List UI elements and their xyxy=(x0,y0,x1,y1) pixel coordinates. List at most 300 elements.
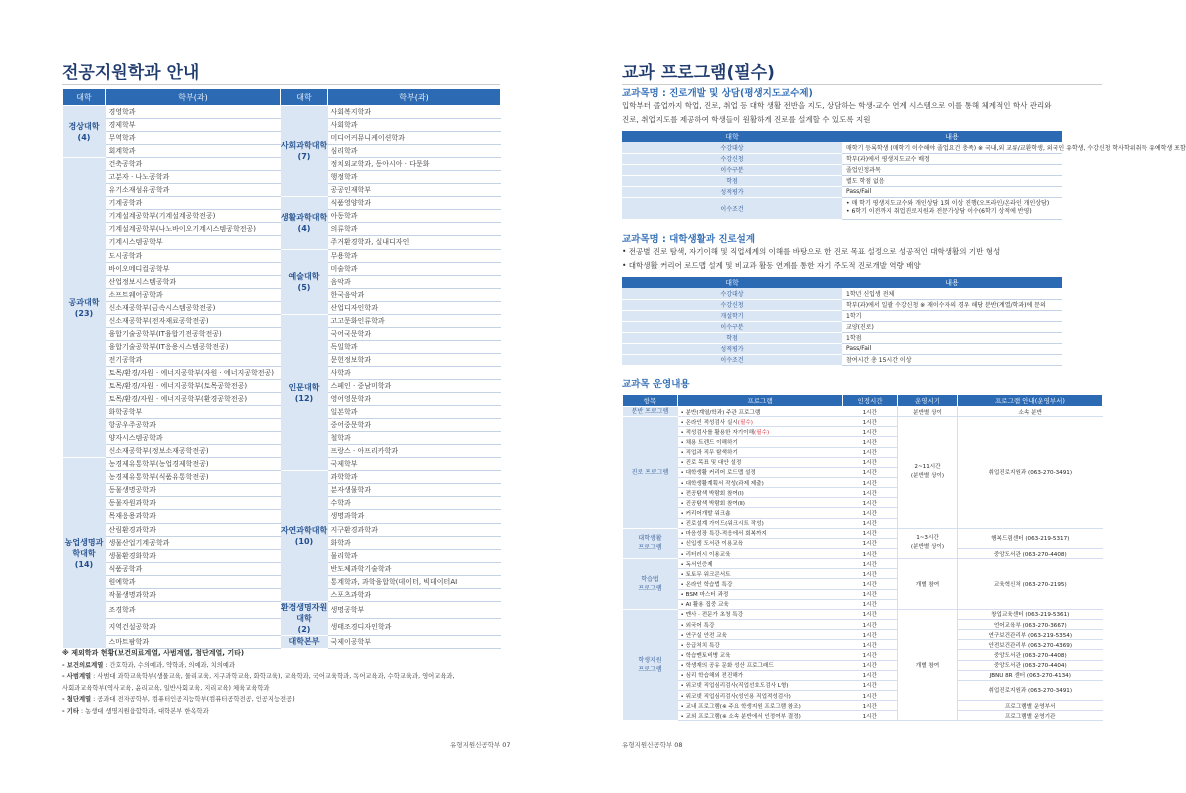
note-label: - 기타 xyxy=(62,707,79,715)
dept-cell: 프로그램별 운영부서 xyxy=(958,701,1103,711)
hours-cell: 1시간 xyxy=(843,680,898,690)
program-cell xyxy=(678,660,843,670)
category-cell xyxy=(623,528,678,558)
program-name: • BSM 마스터 과정 xyxy=(681,592,729,598)
section-title-operations: 교과목 운영내용 xyxy=(622,379,690,390)
major-cell: 정치외교학과, 동아시아 · 다문화 xyxy=(328,158,501,171)
hours-cell: 1시간 xyxy=(843,488,898,498)
program-cell xyxy=(678,477,843,487)
program-name: • 진공탐색 박람회 참여(Ⅱ) xyxy=(681,501,745,507)
required-tag: (필수) xyxy=(753,429,770,436)
college-cell xyxy=(281,471,328,601)
excluded-notes xyxy=(62,648,502,717)
note-label: - 첨단계열 xyxy=(62,696,92,703)
program-name: • 심리 학습해외 전진해가 xyxy=(681,673,744,679)
header-cell: 프로그램 안내(운영부서) xyxy=(958,395,1103,407)
program-row xyxy=(623,630,1103,640)
category-cell xyxy=(623,609,678,721)
info-value: 1학년 신입생 전체 xyxy=(842,288,1062,299)
major-cell: 융합기술공학부(IT응용시스템공학전공) xyxy=(106,340,281,353)
program-cell xyxy=(678,518,843,528)
college-name: 공과대학 xyxy=(68,297,100,307)
hours-cell: 1시간 xyxy=(843,417,898,427)
program-name: • 학습멘토비병 교육 xyxy=(681,653,731,659)
right-page xyxy=(561,0,1186,793)
dept-cell: 중앙도서관 (063-270-4408) xyxy=(958,548,1103,558)
college-cell xyxy=(281,197,328,249)
hours-cell: 1시간 xyxy=(843,498,898,508)
major-cell: 기계시스템공학부 xyxy=(106,236,281,249)
college-count: (4) xyxy=(297,223,311,233)
college-name: 생활과학대학 xyxy=(280,212,328,222)
major-cell: 영어영문학과 xyxy=(328,393,501,406)
hours-cell: 1시간 xyxy=(843,579,898,589)
info-row xyxy=(622,299,1062,310)
hours-cell: 1시간 xyxy=(843,427,898,437)
info-row xyxy=(622,175,1062,186)
table-row xyxy=(63,471,501,484)
program-cell xyxy=(678,528,843,538)
major-cell: 융합기술공학부(IT융합기전공학전공) xyxy=(106,327,281,340)
program-cell xyxy=(678,680,843,690)
table-row xyxy=(63,197,501,210)
program-name: • 커리어개발 워크숍 xyxy=(681,511,731,517)
program-cell xyxy=(678,548,843,558)
major-cell: 산업정보시스템공학과 xyxy=(106,275,281,288)
program-name: • 외국어 특강 xyxy=(681,623,715,629)
major-cell: 경제학부 xyxy=(106,119,281,132)
hours-cell: 1시간 xyxy=(843,518,898,528)
header-cell: 대학 xyxy=(622,277,842,288)
major-cell: 생태조경디자인학과 xyxy=(328,618,501,635)
period-cell xyxy=(898,417,958,529)
program-row xyxy=(623,670,1103,680)
info-value: 졸업인정과목 xyxy=(842,164,1062,175)
hours-cell: 1시간 xyxy=(843,640,898,650)
major-cell: 국제학부 xyxy=(328,458,501,471)
info-key: 이수구분 xyxy=(622,321,842,332)
major-cell: 과학학과 xyxy=(328,471,501,484)
career-desc xyxy=(622,245,1102,273)
note-text: 사회과교육학부(역사교육, 윤리교육, 일반사회교육, 지리교육) 체육교육학과 xyxy=(62,684,270,692)
program-name: • 적성검사를 활용한 자기이해 xyxy=(681,430,754,436)
program-name: • 전공탐색 박람회 참여(Ⅰ) xyxy=(681,491,744,497)
table-row xyxy=(63,635,501,648)
program-cell xyxy=(678,589,843,599)
dept-cell: 교육혁신처 (063-270-2195) xyxy=(958,559,1103,610)
program-cell xyxy=(678,569,843,579)
major-cell: 소프트웨어공학과 xyxy=(106,288,281,301)
major-cell: 기계공학과 xyxy=(106,197,281,210)
major-cell: 신소재공학부(정보소재공학전공) xyxy=(106,445,281,458)
major-cell: 행정학과 xyxy=(328,171,501,184)
college-cell xyxy=(281,314,328,471)
info-key: 학점 xyxy=(622,175,842,186)
program-cell xyxy=(678,670,843,680)
hours-cell: 1시간 xyxy=(843,670,898,680)
college-count: (14) xyxy=(74,559,94,569)
info-value: Pass/Fail xyxy=(842,343,1062,354)
program-name: • 대학생활계획서 작성(과제 제출) xyxy=(681,481,764,487)
major-cell: 도시공학과 xyxy=(106,249,281,262)
hours-cell: 1시간 xyxy=(843,599,898,609)
info-row xyxy=(622,197,1062,219)
line: 1~3시간 xyxy=(916,535,939,542)
program-name: • 신입생 도서관 이용교육 xyxy=(681,541,744,547)
info-row xyxy=(622,321,1062,332)
major-cell: 회계학과 xyxy=(106,145,281,158)
major-cell: 고고문화인류학과 xyxy=(328,314,501,327)
program-cell xyxy=(678,538,843,548)
dept-cell: 연구보건관리부 (063-219-5354) xyxy=(958,630,1103,640)
hours-cell: 1시간 xyxy=(843,711,898,721)
header-cell: 내용 xyxy=(842,131,1062,142)
info-row xyxy=(622,164,1062,175)
major-cell: 무용학과 xyxy=(328,249,501,262)
operations-table xyxy=(622,394,1103,721)
title-divider xyxy=(62,84,500,85)
notes-title: ※ 제외학과 현황(보건의료계열, 사범계열, 첨단계열, 기타) xyxy=(62,649,245,657)
major-cell: 토목/환경/자원 · 에너지공학부(환경공학전공) xyxy=(106,393,281,406)
info-value: 참여시간 총 15시간 이상 xyxy=(842,354,1062,365)
college-name: 인문대학 xyxy=(288,382,320,392)
program-name: • 응급처치 특강 xyxy=(681,643,720,649)
program-cell xyxy=(678,579,843,589)
major-cell: 생물환경화학과 xyxy=(106,549,281,562)
dept-cell: 창업교육센터 (063-219-5361) xyxy=(958,609,1103,619)
info-row xyxy=(622,153,1062,164)
info-key: 이수구분 xyxy=(622,164,842,175)
major-cell: 동물생명공학과 xyxy=(106,484,281,497)
major-cell: 생명공학부 xyxy=(328,601,501,618)
info-value: Pass/Fail xyxy=(842,186,1062,197)
hours-cell: 1시간 xyxy=(843,701,898,711)
career-info-table xyxy=(622,277,1062,366)
dept-cell: 취업진로지원과 (063-270-3491) xyxy=(958,680,1103,700)
info-value: • 매 학기 평생지도교수와 개인상담 1회 이상 진행(오프라인/온라인 개인상담) • 6학기 이전까지 취업진로지원과 전문가상담 이수(6학기 상적에 반영) xyxy=(842,197,1062,219)
desc-line: 진로, 취업지도를 제공하여 학생들이 원활하게 진로를 설계할 수 있도록 지원 xyxy=(622,115,871,124)
major-cell: 스마트팜학과 xyxy=(106,635,281,648)
info-value: 학부(과)에서 일괄 수강신청 ※ 재이수자의 경우 해당 분반(계열/학과)에 문의 xyxy=(842,299,1062,310)
college-name: 경상대학 xyxy=(68,121,100,131)
program-name: • 멘사 · 전문가 초청 특강 xyxy=(681,612,744,618)
hours-cell: 1시간 xyxy=(843,437,898,447)
desc-line: • 대학생활 커리어 로드맵 설계 및 비교과 활동 연계를 통한 자기 주도적 진로개발 역량 배양 xyxy=(622,261,921,270)
major-cell: 철학과 xyxy=(328,432,501,445)
major-cell: 농경제유통학부(식품유통학전공) xyxy=(106,471,281,484)
info-key: 수강대상 xyxy=(622,142,842,153)
program-name: • AI 활용 집중 교육 xyxy=(681,602,729,608)
info-key: 이수조건 xyxy=(622,354,842,365)
major-cell: 통계학과, 과학융합학(데이터, 빅데이터AI xyxy=(328,575,501,588)
info-key: 수강신청 xyxy=(622,299,842,310)
major-cell: 아동학과 xyxy=(328,210,501,223)
program-cell xyxy=(678,711,843,721)
college-count: (4) xyxy=(77,132,91,142)
table-row xyxy=(63,601,501,618)
major-cell: 주거환경학과, 실내디자인 xyxy=(328,236,501,249)
note-label: - 사범계열 xyxy=(62,673,92,680)
college-count: (10) xyxy=(294,537,314,547)
program-cell xyxy=(678,457,843,467)
program-cell xyxy=(678,599,843,609)
line: (분반별 상이) xyxy=(910,544,945,551)
header-cell: 항목 xyxy=(623,395,678,407)
major-table-header xyxy=(63,89,501,106)
program-cell xyxy=(678,650,843,660)
section-title-counseling: 교과목명 : 진로개발 및 상담(평생지도교수제) xyxy=(622,88,813,99)
program-name: • 온라인 학습법 특강 xyxy=(681,582,733,588)
program-row xyxy=(623,711,1103,721)
program-cell xyxy=(678,488,843,498)
program-row xyxy=(623,407,1103,417)
program-row xyxy=(623,609,1103,619)
info-row xyxy=(622,142,1062,153)
program-cell xyxy=(678,437,843,447)
program-name: • 교내 프로그램(※ 주요 학생지원 프로그램 참조) xyxy=(681,704,801,710)
program-name: • 온라인 적성검사 실시 xyxy=(681,420,738,426)
header-cell: 학부(과) xyxy=(106,89,281,106)
info-key: 개설학기 xyxy=(622,310,842,321)
period-cell: 개별 참여 xyxy=(898,559,958,610)
desc-line: • 전공별 진로 탐색, 자기이해 및 직업세계의 이해를 바탕으로 한 진로 목표 설정으로 성공적인 대학생활의 기반 형성 xyxy=(622,247,1001,256)
info-row xyxy=(622,332,1062,343)
program-row xyxy=(623,548,1103,558)
major-cell: 동물자원과학과 xyxy=(106,497,281,510)
program-name: • 직업과 직무 탐색하기 xyxy=(681,450,738,456)
major-cell: 유기소재섬유공학과 xyxy=(106,184,281,197)
major-cell: 일본학과 xyxy=(328,406,501,419)
line: 대학생활 xyxy=(638,535,662,543)
major-cell: 국어국문학과 xyxy=(328,327,501,340)
operations-table-header xyxy=(623,395,1103,407)
program-cell xyxy=(678,630,843,640)
major-cell: 농경제유통학부(농업경제학전공) xyxy=(106,458,281,471)
major-cell: 한국음악과 xyxy=(328,288,501,301)
info-key: 학점 xyxy=(622,332,842,343)
program-cell xyxy=(678,640,843,650)
major-cell: 기계설계공학부(나노바이오기계시스템공학전공) xyxy=(106,223,281,236)
table-row xyxy=(63,106,501,119)
note-line xyxy=(62,683,502,695)
college-cell xyxy=(281,635,328,648)
section-title-career: 교과목명 : 대학생활과 진로설계 xyxy=(622,234,756,245)
college-name: 환경생명자원대학 xyxy=(280,602,328,623)
college-count: (5) xyxy=(297,282,311,292)
hours-cell: 1시간 xyxy=(843,407,898,417)
note-line xyxy=(62,660,502,672)
major-cell: 원예학과 xyxy=(106,575,281,588)
header-cell: 인정시간 xyxy=(843,395,898,407)
major-cell: 미술학과 xyxy=(328,262,501,275)
college-name: 농업생명과학대학 xyxy=(64,537,104,558)
college-count: (2) xyxy=(297,624,311,634)
major-cell: 스포츠과학과 xyxy=(328,588,501,601)
major-cell: 토목/환경/자원 · 에너지공학부(토목공학전공) xyxy=(106,379,281,392)
program-name: • 학생재의 공유 문화 성산 프로그래드 xyxy=(681,663,774,669)
program-cell xyxy=(678,407,843,417)
major-cell: 기계설계공학부(기계설계공학전공) xyxy=(106,210,281,223)
program-cell xyxy=(678,701,843,711)
major-cell: 작물생명과학과 xyxy=(106,588,281,601)
major-cell: 건축공학과 xyxy=(106,158,281,171)
page-title-right: 교과 프로그램(필수) xyxy=(622,63,775,83)
hours-cell: 1시간 xyxy=(843,467,898,477)
major-cell: 국제이공학부 xyxy=(328,635,501,648)
hours-cell: 1시간 xyxy=(843,528,898,538)
table-row xyxy=(63,249,501,262)
major-cell: 바이오메디컬공학부 xyxy=(106,262,281,275)
college-count: (23) xyxy=(74,308,94,318)
major-cell: 스페인 · 중남미학과 xyxy=(328,379,501,392)
header-cell: 대학 xyxy=(281,89,328,106)
college-cell xyxy=(281,106,328,197)
major-cell: 신소재공학부(금속시스템공학전공) xyxy=(106,301,281,314)
category-cell: 분반 프로그램 xyxy=(623,407,678,417)
info-row xyxy=(622,343,1062,354)
program-cell xyxy=(678,559,843,569)
note-text: : 간호학과, 수의예과, 약학과, 의예과, 치의예과 xyxy=(103,661,235,669)
major-cell: 음악과 xyxy=(328,275,501,288)
major-cell: 식품공학과 xyxy=(106,562,281,575)
program-cell xyxy=(678,467,843,477)
note-label: - 보건의료계열 xyxy=(62,661,104,669)
program-name: • 리터러시 이용교육 xyxy=(681,552,731,558)
college-name: 예술대학 xyxy=(288,271,320,281)
note-line xyxy=(62,706,502,718)
major-cell: 생물산업기계공학과 xyxy=(106,536,281,549)
program-name: • 채용 트렌드 이해하기 xyxy=(681,440,738,446)
program-name: • 연구실 안전 교육 xyxy=(681,633,727,639)
dept-cell: JBNU 8R 센터 (063-270-4134) xyxy=(958,670,1103,680)
major-cell: 프랑스 · 아프리카학과 xyxy=(328,445,501,458)
college-count: (12) xyxy=(294,393,314,403)
info-value: 별도 학점 없음 xyxy=(842,175,1062,186)
note-text: : 공과대 전자공학부, 컴퓨터인공지능학부(컴퓨터공학전공, 인공지능전공) xyxy=(91,696,295,703)
info-value: 학부(과)에서 평생지도교수 배정 xyxy=(842,153,1062,164)
major-cell: 지역건설공학과 xyxy=(106,618,281,635)
major-cell: 중어중문학과 xyxy=(328,419,501,432)
college-cell xyxy=(281,601,328,635)
line: 프로그램 xyxy=(638,584,662,592)
program-row xyxy=(623,701,1103,711)
program-name: • 토토무 워크콘서트 xyxy=(681,572,731,578)
dept-cell: 소속 분반 xyxy=(958,407,1103,417)
line: 프로그램 xyxy=(638,544,662,552)
hours-cell: 1시간 xyxy=(843,619,898,629)
college-name: 자연과학대학 xyxy=(280,526,328,536)
dept-cell: 취업진로지원과 (063-270-3491) xyxy=(958,417,1103,529)
hours-cell: 1시간 xyxy=(843,538,898,548)
college-cell xyxy=(281,249,328,314)
major-cell: 지구환경과학과 xyxy=(328,523,501,536)
line: 프로그램 xyxy=(638,666,662,674)
table-row xyxy=(63,314,501,327)
hours-cell: 1시간 xyxy=(843,477,898,487)
period-cell: 분반별 상이 xyxy=(898,407,958,417)
program-cell xyxy=(678,690,843,700)
program-cell xyxy=(678,498,843,508)
info-value: 교양(진로) xyxy=(842,321,1062,332)
major-cell: 사회복지학과 xyxy=(328,106,501,119)
major-cell: 무역학과 xyxy=(106,132,281,145)
page-number: 유형지원신공학부 07 xyxy=(450,741,511,749)
dept-cell: 행복드림센터 (063-219-5317) xyxy=(958,528,1103,548)
info-key: 수강대상 xyxy=(622,288,842,299)
college-name: 사회과학대학 xyxy=(280,141,328,151)
info-value: 1학점 xyxy=(842,332,1062,343)
major-cell: 사회학과 xyxy=(328,119,501,132)
hours-cell: 1시간 xyxy=(843,447,898,457)
major-cell: 분자생물학과 xyxy=(328,484,501,497)
counseling-info-table xyxy=(622,131,1186,220)
line: 학생지원 xyxy=(638,657,662,665)
college-name: 대학본부 xyxy=(288,637,320,647)
program-row xyxy=(623,650,1103,660)
major-cell: 반도체과학기술학과 xyxy=(328,562,501,575)
required-tag: (필수) xyxy=(737,419,753,426)
program-name: • 독서인증제 xyxy=(681,562,713,568)
dept-cell: 중앙도서관 (063-270-4404) xyxy=(958,660,1103,670)
hours-cell: 1시간 xyxy=(843,650,898,660)
dept-cell: 안전보건관리부 (063-270-4369) xyxy=(958,640,1103,650)
major-cell: 사학과 xyxy=(328,366,501,379)
college-count: (7) xyxy=(297,152,311,162)
line: (분반별 상이) xyxy=(910,473,945,480)
info-row xyxy=(622,186,1062,197)
hours-cell: 1시간 xyxy=(843,548,898,558)
page-title: 전공지원학과 안내 xyxy=(62,63,200,83)
hours-cell: 1시간 xyxy=(843,690,898,700)
program-cell xyxy=(678,447,843,457)
info-row xyxy=(622,310,1062,321)
major-cell: 화학공학부 xyxy=(106,406,281,419)
hours-cell: 1시간 xyxy=(843,589,898,599)
info-value: 1학기 xyxy=(842,310,1062,321)
major-cell: 생명과학과 xyxy=(328,510,501,523)
major-cell: 항공우주공학과 xyxy=(106,419,281,432)
dept-cell: 중앙도서관 (063-270-4408) xyxy=(958,650,1103,660)
info-row xyxy=(622,288,1062,299)
major-cell: 문헌정보학과 xyxy=(328,353,501,366)
program-name: • 위코넷 직업심리검사(직업선호도검사 L형) xyxy=(681,683,789,689)
note-text: : 사범대 과학교육학부(생물교육, 물리교육, 지구과학교육, 화학교육), 교육학과, 국어교육학과, 독어교육과, 수학교육과, 영어교육과, xyxy=(91,673,455,680)
college-cell xyxy=(63,458,106,649)
program-cell xyxy=(678,619,843,629)
hours-cell: 1시간 xyxy=(843,630,898,640)
hours-cell: 1시간 xyxy=(843,457,898,467)
header-cell: 프로그램 xyxy=(678,395,843,407)
info-row xyxy=(622,354,1062,365)
dept-cell: 언어교육부 (063-270-3667) xyxy=(958,619,1103,629)
note-text: : 농생대 생명지원융합학과, 대학본부 한옥학과 xyxy=(78,707,209,715)
major-cell: 물리학과 xyxy=(328,549,501,562)
major-cell: 화학과 xyxy=(328,536,501,549)
program-name: • 분반(계열/학과) 주관 프로그램 xyxy=(681,410,761,416)
program-row xyxy=(623,640,1103,650)
header-cell: 내용 xyxy=(842,277,1062,288)
desc-line: 입학부터 졸업까지 학업, 진로, 취업 등 대학 생활 전반을 지도, 상담하는 학생-교수 연계 시스템으로 이를 통해 체계적인 학사 관리와 xyxy=(622,101,1052,110)
program-row xyxy=(623,559,1103,569)
major-cell: 목재응용과학과 xyxy=(106,510,281,523)
major-cell: 조경학과 xyxy=(106,601,281,618)
program-name: • 교외 프로그램(※ 소속 분반에서 인정여부 결정) xyxy=(681,714,801,720)
line: 학습법 xyxy=(641,575,659,583)
program-cell xyxy=(678,427,843,437)
period-cell xyxy=(898,528,958,558)
note-line xyxy=(62,671,502,683)
major-cell: 토목/환경/자원 · 에너지공학부(자원 · 에너지공학전공) xyxy=(106,366,281,379)
